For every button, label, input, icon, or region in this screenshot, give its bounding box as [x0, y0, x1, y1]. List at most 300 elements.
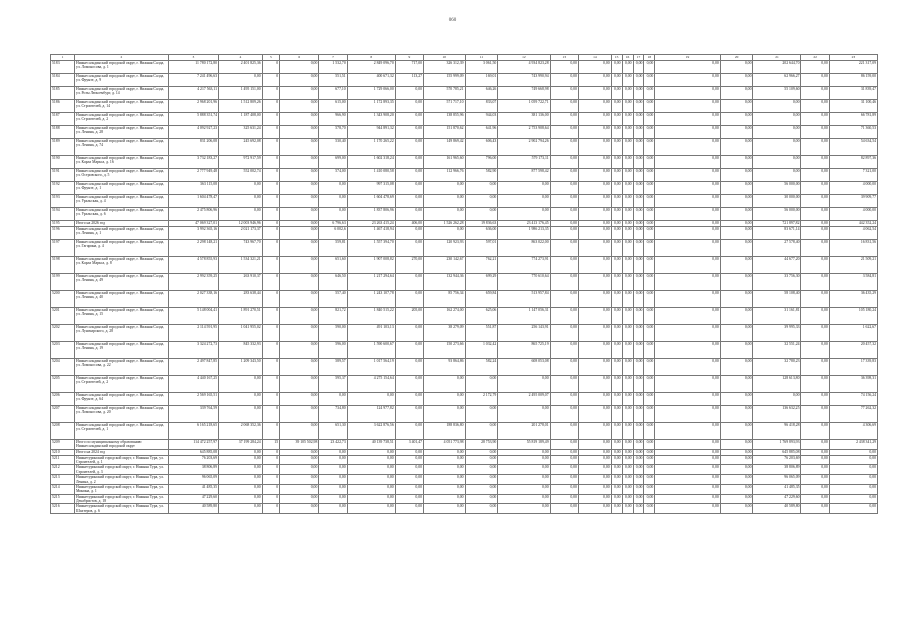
- value-cell: 0,00: [578, 195, 611, 208]
- row-number: 5198: [51, 257, 75, 274]
- value-cell: 0,00: [578, 61, 611, 74]
- value-cell: 0: [262, 74, 279, 87]
- value-cell: 552 002,74: [219, 169, 263, 182]
- row-number: 5213: [51, 475, 75, 485]
- value-cell: 0,00: [633, 227, 644, 240]
- address-cell: Нижнесальдинский городской округ, г. Нижняя Салда, ул. Ленина, д. 1: [75, 227, 169, 240]
- value-cell: 770 610,64: [498, 274, 550, 291]
- value-cell: 0,00: [611, 291, 622, 308]
- value-cell: 0,00: [498, 195, 550, 208]
- value-cell: 1 729 066,00: [347, 87, 395, 100]
- value-cell: 0,00: [347, 504, 395, 514]
- value-cell: 0: [262, 61, 279, 74]
- address-cell: Нижнесальдинский городской округ, г. Нижняя Салда, ул. Строителей, д. 14: [75, 100, 169, 113]
- value-cell: 16 831,56: [829, 240, 877, 257]
- value-cell: 0,00: [644, 308, 655, 325]
- value-cell: 0,00: [550, 342, 578, 359]
- value-cell: 0,00: [498, 449, 550, 455]
- value-cell: 0,00: [578, 74, 611, 87]
- value-cell: 0,00: [219, 195, 263, 208]
- value-cell: 0,00: [611, 100, 622, 113]
- address-cell: Нижнесальдинский городской округ, г. Нижняя Салда, ул. Розы Люксембург, д. 14: [75, 87, 169, 100]
- value-cell: 0,00: [465, 465, 498, 475]
- column-number: 2: [75, 55, 169, 61]
- value-cell: 0,00: [280, 169, 319, 182]
- value-cell: 0,00: [611, 465, 622, 475]
- value-cell: 0: [262, 221, 279, 227]
- column-number: 16: [622, 55, 633, 61]
- table-row: [51, 484, 878, 494]
- value-cell: 0,00: [395, 406, 423, 423]
- value-cell: 0,00: [801, 376, 829, 393]
- value-cell: 0,00: [578, 406, 611, 423]
- column-number: 6: [280, 55, 319, 61]
- value-cell: 0,00: [395, 126, 423, 139]
- row-number: 5201: [51, 308, 75, 325]
- value-cell: 0,00: [720, 274, 753, 291]
- value-cell: 0,00: [465, 504, 498, 514]
- value-cell: 0,00: [498, 406, 550, 423]
- value-cell: 0,00: [622, 406, 633, 423]
- value-cell: 0,00: [219, 393, 263, 406]
- value-cell: 31 100,46: [829, 100, 877, 113]
- value-cell: 0,00: [655, 169, 720, 182]
- value-cell: 0,00: [655, 221, 720, 227]
- value-cell: 2 114 591,95: [168, 325, 218, 342]
- value-cell: 0,00: [633, 449, 644, 455]
- address-cell: Нижнесальдинский городской округ, г. Нижняя Салда, ул. Фрунзе, д. 1: [75, 182, 169, 195]
- value-cell: 41 485,35: [168, 484, 218, 494]
- table-row: [51, 308, 878, 325]
- value-cell: 0,00: [753, 113, 801, 126]
- value-cell: 2 992 359,25: [168, 274, 218, 291]
- table-row: [51, 208, 878, 221]
- value-cell: 0,00: [280, 308, 319, 325]
- value-cell: 2 027 338,16: [168, 291, 218, 308]
- value-cell: 596,00: [319, 342, 347, 359]
- value-cell: 0,00: [801, 465, 829, 475]
- value-cell: 0,00: [550, 359, 578, 376]
- value-cell: 0,00: [578, 291, 611, 308]
- value-cell: 0,00: [578, 393, 611, 406]
- value-cell: 0,00: [720, 113, 753, 126]
- value-cell: 30 000,00: [753, 195, 801, 208]
- row-number: 5207: [51, 406, 75, 423]
- value-cell: 0,00: [395, 494, 423, 504]
- value-cell: 0,00: [622, 291, 633, 308]
- value-cell: 149 869,42: [424, 139, 465, 156]
- value-cell: 0,00: [280, 465, 319, 475]
- value-cell: 0,00: [611, 87, 622, 100]
- value-cell: 1 032,42: [465, 342, 498, 359]
- value-cell: 578,70: [319, 126, 347, 139]
- value-cell: 0,00: [655, 113, 720, 126]
- value-cell: 339 764,59: [168, 406, 218, 423]
- value-cell: 0,00: [801, 139, 829, 156]
- value-cell: 0,00: [829, 494, 877, 504]
- value-cell: 0,00: [219, 455, 263, 465]
- value-cell: 0,00: [633, 455, 644, 465]
- value-cell: 0,00: [829, 484, 877, 494]
- column-number: 7: [319, 55, 347, 61]
- value-cell: 4 578 855,93: [168, 257, 218, 274]
- address-cell: Нижнесальдинский городской округ, г. Нижняя Салда, ул. Ломоносова, д. 20: [75, 406, 169, 423]
- value-cell: 0,00: [219, 406, 263, 423]
- value-cell: 0,00: [550, 504, 578, 514]
- value-cell: 0,00: [424, 494, 465, 504]
- value-cell: 128 613,80: [753, 376, 801, 393]
- value-cell: 0,00: [644, 406, 655, 423]
- value-cell: 0,00: [465, 406, 498, 423]
- value-cell: 0,00: [655, 325, 720, 342]
- value-cell: 0,00: [280, 156, 319, 169]
- value-cell: 0,00: [319, 449, 347, 455]
- value-cell: 0: [262, 484, 279, 494]
- value-cell: 0,00: [655, 227, 720, 240]
- value-cell: 0,00: [498, 376, 550, 393]
- value-cell: 38 806,89: [753, 465, 801, 475]
- value-cell: 0,00: [622, 504, 633, 514]
- value-cell: 0,00: [550, 61, 578, 74]
- value-cell: 0,00: [801, 274, 829, 291]
- value-cell: 0,00: [347, 494, 395, 504]
- value-cell: 0,00: [280, 274, 319, 291]
- value-cell: 0,00: [319, 465, 347, 475]
- value-cell: 0: [262, 423, 279, 440]
- row-number: 5194: [51, 208, 75, 221]
- value-cell: 0,00: [550, 257, 578, 274]
- value-cell: 3 584,81: [829, 274, 877, 291]
- value-cell: 0,00: [219, 74, 263, 87]
- value-cell: 325 631,24: [219, 126, 263, 139]
- value-cell: 0,00: [720, 484, 753, 494]
- value-cell: 0,00: [655, 182, 720, 195]
- value-cell: 0,00: [801, 504, 829, 514]
- value-cell: 0,00: [801, 449, 829, 455]
- value-cell: 0,00: [655, 342, 720, 359]
- value-cell: 0,00: [395, 393, 423, 406]
- row-number: 5210: [51, 449, 75, 455]
- value-cell: 0,00: [644, 169, 655, 182]
- value-cell: 0,00: [550, 240, 578, 257]
- value-cell: 0,00: [633, 484, 644, 494]
- value-cell: 1 907 008,82: [347, 257, 395, 274]
- value-cell: 0,00: [801, 126, 829, 139]
- value-cell: 23 263 415,24: [347, 221, 395, 227]
- value-cell: 0,00: [395, 359, 423, 376]
- value-cell: 0,00: [424, 195, 465, 208]
- value-cell: 2 753 908,64: [498, 126, 550, 139]
- value-cell: 2 902 794,26: [498, 139, 550, 156]
- value-cell: 4 000,00: [829, 182, 877, 195]
- value-cell: 0,00: [550, 440, 578, 450]
- value-cell: 0,00: [644, 221, 655, 227]
- value-cell: 1 590 600,67: [347, 342, 395, 359]
- value-cell: 5 888 351,74: [168, 113, 218, 126]
- value-cell: 4 051 773,98: [424, 440, 465, 450]
- value-cell: 0,00: [622, 195, 633, 208]
- value-cell: 0,00: [280, 342, 319, 359]
- value-cell: 651,60: [319, 257, 347, 274]
- value-cell: 0,00: [801, 308, 829, 325]
- value-cell: 0,00: [319, 484, 347, 494]
- value-cell: 0,00: [622, 100, 633, 113]
- value-cell: 0,00: [611, 113, 622, 126]
- value-cell: 77 262,32: [829, 406, 877, 423]
- value-cell: 114 472 257,97: [168, 440, 218, 450]
- row-number: 5214: [51, 484, 75, 494]
- value-cell: 0,00: [550, 126, 578, 139]
- value-cell: 0,00: [801, 208, 829, 221]
- value-cell: 865 725,19: [498, 342, 550, 359]
- value-cell: 19 836,63: [465, 221, 498, 227]
- value-cell: 0,00: [550, 406, 578, 423]
- value-cell: 169,01: [465, 74, 498, 87]
- value-cell: 0,00: [633, 376, 644, 393]
- value-cell: 2 438 341,29: [829, 440, 877, 450]
- value-cell: 0,00: [720, 208, 753, 221]
- value-cell: 966,90: [319, 113, 347, 126]
- value-cell: 0,00: [465, 182, 498, 195]
- value-cell: 0,00: [633, 182, 644, 195]
- value-cell: 0,00: [644, 475, 655, 485]
- value-cell: 0,00: [644, 376, 655, 393]
- value-cell: 0,00: [319, 393, 347, 406]
- address-cell: Нижнесальдинский городской округ, г. Нижняя Салда, ул. Фрунзе, д. 9: [75, 74, 169, 87]
- table-row: [51, 342, 878, 359]
- value-cell: 0,00: [655, 465, 720, 475]
- value-cell: 1 209 343,50: [219, 359, 263, 376]
- value-cell: 54 634,54: [829, 139, 877, 156]
- value-cell: 4 275 154,64: [347, 376, 395, 393]
- value-cell: 0,00: [424, 208, 465, 221]
- value-cell: 0,00: [801, 291, 829, 308]
- value-cell: 7 321,00: [829, 169, 877, 182]
- value-cell: 0,00: [611, 182, 622, 195]
- value-cell: 0,00: [611, 406, 622, 423]
- value-cell: 0,00: [424, 182, 465, 195]
- value-cell: 2 569 165,51: [168, 393, 218, 406]
- value-cell: 559,81: [319, 240, 347, 257]
- value-cell: 0,00: [611, 393, 622, 406]
- value-cell: 1 172 893,35: [347, 100, 395, 113]
- row-number: 5215: [51, 494, 75, 504]
- address-cell: Нижнесальдинский городской округ, г. Нижняя Салда, ул. Ленина, д. 40: [75, 291, 169, 308]
- table-row: [51, 440, 878, 450]
- value-cell: 645 885,08: [753, 449, 801, 455]
- value-cell: 0,00: [498, 475, 550, 485]
- value-cell: 2 849 096,70: [347, 61, 395, 74]
- value-cell: 0,00: [753, 139, 801, 156]
- value-cell: 699,00: [319, 156, 347, 169]
- value-cell: 0,00: [611, 423, 622, 440]
- value-cell: 1 534 321,21: [219, 257, 263, 274]
- value-cell: 0: [262, 195, 279, 208]
- value-cell: 0,00: [280, 475, 319, 485]
- column-number: 17: [633, 55, 644, 61]
- value-cell: 0,00: [395, 475, 423, 485]
- value-cell: 0,00: [395, 100, 423, 113]
- value-cell: 0,00: [280, 455, 319, 465]
- value-cell: 0,00: [801, 257, 829, 274]
- column-number: 14: [578, 55, 611, 61]
- value-cell: 0,00: [395, 240, 423, 257]
- value-cell: 646,50: [319, 274, 347, 291]
- value-cell: 0: [262, 359, 279, 376]
- row-number: 5184: [51, 74, 75, 87]
- value-cell: 0,00: [801, 342, 829, 359]
- value-cell: 0,00: [829, 465, 877, 475]
- value-cell: 831 206,08: [168, 139, 218, 156]
- value-cell: 0,00: [424, 449, 465, 455]
- value-cell: 112 966,76: [424, 169, 465, 182]
- value-cell: 0,00: [633, 494, 644, 504]
- address-cell: Нижнесальдинский городской округ, г. Нижняя Салда, ул. Гагарина, д. 4: [75, 240, 169, 257]
- value-cell: 0,00: [633, 440, 644, 450]
- value-cell: 0,00: [611, 342, 622, 359]
- value-cell: 589,57: [319, 359, 347, 376]
- value-cell: 38 279,09: [424, 325, 465, 342]
- value-cell: 717,00: [395, 61, 423, 74]
- value-cell: 0,00: [633, 208, 644, 221]
- value-cell: 1 986 213,35: [498, 227, 550, 240]
- table-row: [51, 325, 878, 342]
- value-cell: 972 917,59: [219, 156, 263, 169]
- row-number: 5192: [51, 182, 75, 195]
- value-cell: 0,00: [655, 139, 720, 156]
- value-cell: 1 243 107,78: [347, 291, 395, 308]
- address-cell: Нижнесальдинский городской округ, г. Нижняя Салда, ул. Луначарского, д. 28: [75, 325, 169, 342]
- value-cell: 0,00: [219, 376, 263, 393]
- value-cell: 0,00: [219, 494, 263, 504]
- value-cell: 0,00: [611, 195, 622, 208]
- value-cell: 0,00: [644, 449, 655, 455]
- value-cell: 1 217 294,64: [347, 274, 395, 291]
- value-cell: 0,00: [395, 87, 423, 100]
- value-cell: 0,00: [633, 359, 644, 376]
- value-cell: 0,00: [753, 156, 801, 169]
- value-cell: 530,40: [319, 139, 347, 156]
- value-cell: 0,00: [578, 169, 611, 182]
- value-cell: 0,00: [578, 139, 611, 156]
- column-number: 13: [550, 55, 578, 61]
- value-cell: 0,00: [801, 455, 829, 465]
- row-number: 5190: [51, 156, 75, 169]
- column-number: 21: [753, 55, 801, 61]
- value-cell: 606,43: [465, 139, 498, 156]
- value-cell: 0,00: [644, 274, 655, 291]
- value-cell: 0,00: [611, 308, 622, 325]
- value-cell: 0,00: [280, 240, 319, 257]
- value-cell: 0,00: [655, 208, 720, 221]
- table-row: [51, 100, 878, 113]
- address-cell: Нижнесальдинский городской округ, г. Нижняя Салда, ул. Ломоносова, д. 22: [75, 359, 169, 376]
- value-cell: 641,96: [465, 126, 498, 139]
- row-number: 5208: [51, 423, 75, 440]
- table-row: [51, 359, 878, 376]
- value-cell: 651,30: [319, 423, 347, 440]
- value-cell: 0,00: [644, 423, 655, 440]
- value-cell: 0,00: [720, 325, 753, 342]
- value-cell: 0,00: [622, 423, 633, 440]
- value-cell: 0,00: [395, 504, 423, 514]
- value-cell: 0,00: [347, 455, 395, 465]
- value-cell: 55 109,60: [753, 87, 801, 100]
- value-cell: 0,00: [720, 423, 753, 440]
- value-cell: 0,00: [633, 74, 644, 87]
- value-cell: 0,00: [801, 74, 829, 87]
- value-cell: 93 864,86: [424, 359, 465, 376]
- value-cell: 721 897,82: [753, 221, 801, 227]
- address-cell: Нижнетуринский городской округ, г. Нижняя Тура, ул. Строителей, д. 1: [75, 455, 169, 465]
- row-number: 5203: [51, 342, 75, 359]
- value-cell: 0,00: [611, 221, 622, 227]
- value-cell: 0,00: [655, 308, 720, 325]
- value-cell: 1 622,67: [829, 325, 877, 342]
- table-row: [51, 257, 878, 274]
- value-cell: 0,00: [611, 208, 622, 221]
- value-cell: 0,00: [720, 182, 753, 195]
- value-cell: 0,00: [280, 484, 319, 494]
- value-cell: 646,26: [465, 87, 498, 100]
- address-cell: Нижнетуринский городской округ, г. Нижняя Тура, ул. Декабристов, д. 18: [75, 494, 169, 504]
- value-cell: 944 891,32: [347, 126, 395, 139]
- value-cell: 863 022,00: [498, 240, 550, 257]
- table-row: [51, 494, 878, 504]
- value-cell: 0,00: [633, 423, 644, 440]
- value-cell: 659,84: [465, 291, 498, 308]
- value-cell: 0,00: [644, 484, 655, 494]
- value-cell: 47 229,60: [753, 494, 801, 504]
- value-cell: 0,00: [655, 504, 720, 514]
- value-cell: 4 000,00: [829, 208, 877, 221]
- value-cell: 76 203,69: [753, 455, 801, 465]
- value-cell: 0,00: [720, 156, 753, 169]
- value-cell: 0,00: [720, 440, 753, 450]
- value-cell: 0: [262, 376, 279, 393]
- address-cell: Нижнесальдинский городской округ, г. Нижняя Салда, ул. Строителей, д. 2: [75, 113, 169, 126]
- value-cell: 0,00: [578, 221, 611, 227]
- value-cell: 0,00: [633, 169, 644, 182]
- value-cell: 0,00: [622, 494, 633, 504]
- value-cell: 0,00: [611, 74, 622, 87]
- value-cell: 6 002,6: [319, 227, 347, 240]
- address-cell: Итого на 2024 год: [75, 449, 169, 455]
- value-cell: 0,00: [801, 393, 829, 406]
- value-cell: 0,00: [655, 274, 720, 291]
- table-row: [51, 376, 878, 393]
- value-cell: 0,00: [578, 208, 611, 221]
- value-cell: 4 306,69: [829, 423, 877, 440]
- value-cell: 0,00: [550, 113, 578, 126]
- address-cell: Нижнетуринский городской округ, г. Нижняя Тура, ул. Минина, д. 1: [75, 484, 169, 494]
- value-cell: 0,00: [622, 227, 633, 240]
- value-cell: 0,00: [644, 182, 655, 195]
- value-cell: 0,00: [611, 139, 622, 156]
- value-cell: 677,10: [319, 87, 347, 100]
- value-cell: 0,00: [801, 240, 829, 257]
- table-row: [51, 74, 878, 87]
- address-cell: Нижнетуринский городской округ, г. Нижняя Тура, ул. Ленина, д. 2: [75, 475, 169, 485]
- value-cell: 0,00: [801, 156, 829, 169]
- value-cell: 0,00: [829, 504, 877, 514]
- value-cell: 0: [262, 406, 279, 423]
- value-cell: 0,00: [720, 393, 753, 406]
- value-cell: 0,00: [753, 393, 801, 406]
- value-cell: 0,00: [633, 240, 644, 257]
- value-cell: 270,00: [395, 257, 423, 274]
- value-cell: 0,00: [465, 455, 498, 465]
